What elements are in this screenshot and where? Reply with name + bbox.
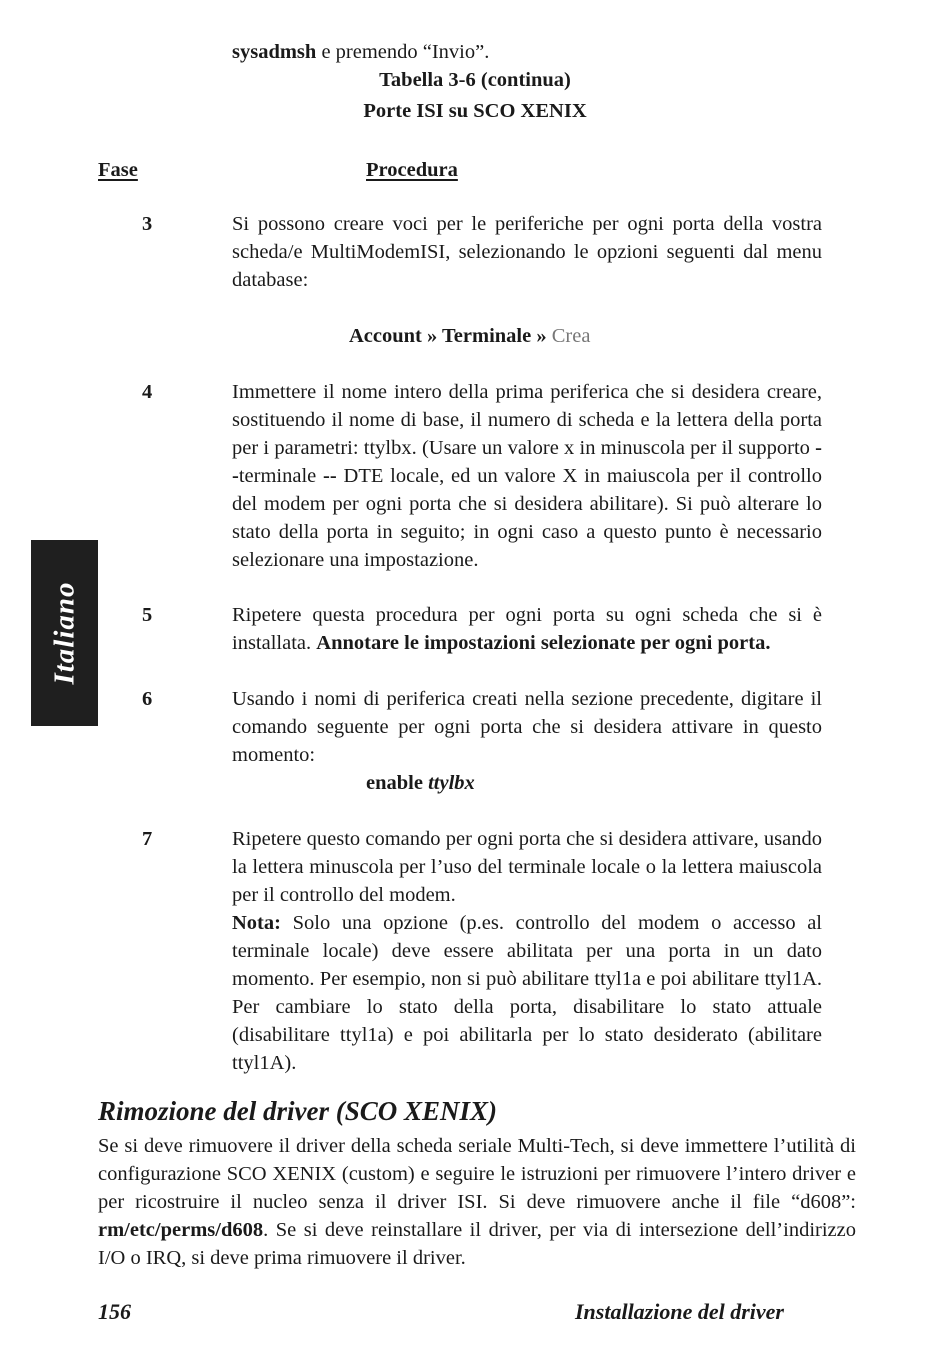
step-4-dash-b: -- bbox=[323, 465, 337, 487]
note-label: Nota: bbox=[232, 912, 281, 934]
enable-command-arg: ttylbx bbox=[428, 772, 475, 794]
section-text-b: . Se si deve reinstallare il driver, per via di intersezione dell’indirizzo I/O o IRQ, si deve prima rimuovere il driver. bbox=[98, 1219, 856, 1269]
enable-command bbox=[366, 769, 475, 797]
step-4-dash-a: -- bbox=[232, 437, 822, 487]
table-title: Tabella 3-6 (continua) bbox=[379, 69, 571, 91]
enable-command-name: enable bbox=[366, 772, 429, 794]
section-heading: Rimozione del driver (SCO XENIX) bbox=[98, 1096, 498, 1126]
step-text-7 bbox=[232, 825, 822, 1077]
step-5-bold: Annotare le impostazioni selezionate per ogni porta. bbox=[316, 632, 771, 654]
step-7-text: Ripetere questo comando per ogni porta che si desidera attivare, usando la lettera minuscola per l’uso del terminale locale o la lettera maiuscola per il controllo del modem. bbox=[232, 828, 822, 906]
intro-line bbox=[232, 38, 489, 66]
step-number-6: 6 bbox=[142, 688, 153, 710]
step-number-5: 5 bbox=[142, 604, 153, 626]
step-text-6: Usando i nomi di periferica creati nella sezione precedente, digitare il comando seguente per ogni porta che si desidera attivare in questo momento: bbox=[232, 688, 822, 766]
step-number-7: 7 bbox=[142, 828, 153, 850]
step-text-4 bbox=[232, 378, 822, 574]
intro-command: sysadmsh bbox=[232, 41, 317, 63]
step-5-text: Ripetere questa procedura per ogni porta su ogni scheda che si è installata. bbox=[232, 604, 822, 654]
step-4-text-a: Immettere il nome intero della prima periferica che si desidera creare, sostituendo il nome di base, il numero di scheda e la lettera della porta per i parametri: ttylbx. (Usare un valore x in minuscola per il supporto bbox=[232, 381, 822, 459]
side-tab-label: Italiano bbox=[48, 581, 80, 685]
menu-path bbox=[349, 322, 590, 350]
footer-title: Installazione del driver bbox=[574, 1299, 784, 1324]
file-path: rm/etc/perms/d608 bbox=[98, 1219, 264, 1241]
section-text-a: Se si deve rimuovere il driver della scheda seriale Multi-Tech, si deve immettere l’utilità di configurazione SCO XENIX (custom) e seguire le istruzioni per rimuovere l’intero driver e per ricostruire il nucleo senza il driver ISI. Si deve rimuovere anche il file “d608”: bbox=[98, 1135, 856, 1213]
step-number-4: 4 bbox=[142, 381, 153, 403]
page-number: 156 bbox=[98, 1299, 131, 1324]
step-4-text-b: terminale bbox=[238, 465, 324, 487]
menu-path-item: Crea bbox=[551, 325, 591, 347]
menu-path-bold: Account » Terminale » bbox=[349, 325, 552, 347]
step-7-note bbox=[232, 909, 822, 1077]
step-text-5 bbox=[232, 601, 822, 657]
language-side-tab bbox=[31, 540, 98, 726]
table-subtitle: Porte ISI su SCO XENIX bbox=[363, 100, 587, 122]
section-paragraph bbox=[98, 1132, 856, 1272]
intro-text: e premendo “Invio”. bbox=[316, 41, 490, 63]
step-text-3: Si possono creare voci per le periferiche per ogni porta della vostra scheda/e MultiModemISI, selezionando le opzioni seguenti dal menu database: bbox=[232, 213, 822, 291]
column-header-procedura: Procedura bbox=[366, 159, 458, 181]
note-text: Solo una opzione (p.es. controllo del modem o accesso al terminale locale) deve essere abilitata per una porta in un dato momento. Per esempio, non si può abilitare ttyl1a e poi abilitare ttyl1A. Per cambiare lo stato della porta, disabilitare lo stato attuale (disabilitare ttyl1a) e poi abilitarla per lo stato desiderato (abilitare ttyl1A). bbox=[232, 912, 822, 1074]
step-number-3: 3 bbox=[142, 213, 153, 235]
step-4-text-c: DTE locale, ed un valore X in maiuscola per il controllo del modem per ogni porta che si desidera abilitare). Si può alterare lo stato della porta in seguito; in ogni caso a questo punto è necessario selezionare una impostazione. bbox=[232, 465, 823, 571]
column-header-fase: Fase bbox=[98, 159, 138, 181]
